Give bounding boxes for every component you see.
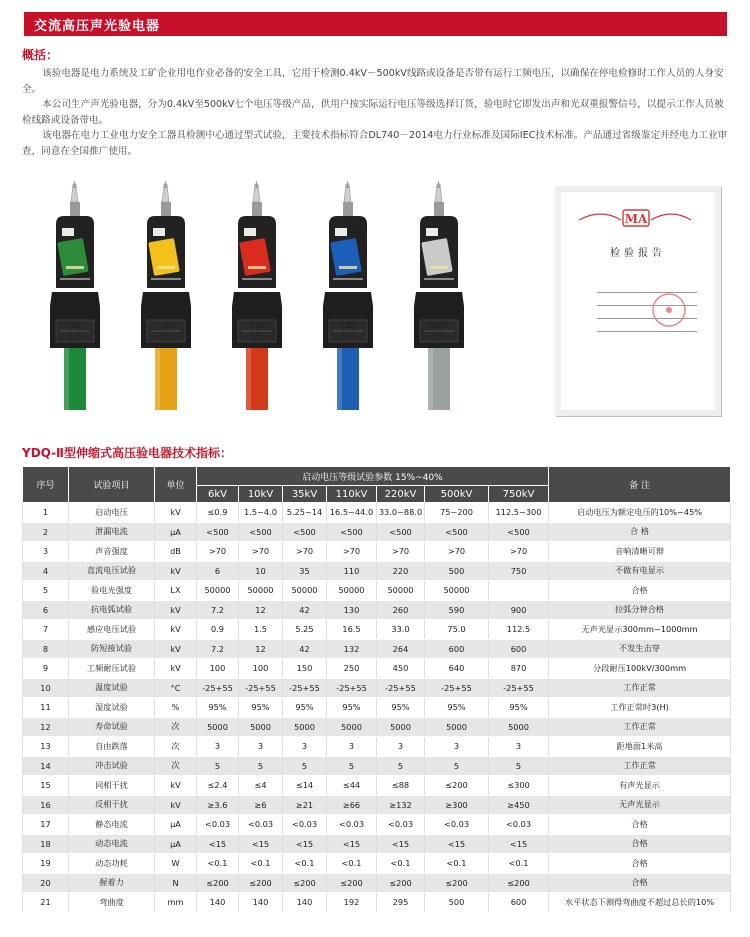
row-unit: °C <box>155 678 197 698</box>
row-value: 500 <box>425 893 489 913</box>
row-unit: μA <box>155 522 197 542</box>
row-value: <15 <box>327 834 377 854</box>
row-value: ≤200 <box>327 873 377 893</box>
voltage-detector-photo <box>404 180 474 415</box>
row-value: 95% <box>377 698 425 718</box>
row-value: >70 <box>425 542 489 562</box>
row-unit: kV <box>155 503 197 523</box>
overview-paragraph: 该验电器是电力系统及工矿企业用电作业必备的安全工具，它用于检测0.4kV－500kV线路或设备是否带有运行工频电压，以确保在停电检修时工作人员的人身安全。 <box>22 68 724 95</box>
row-value: ≤200 <box>283 873 327 893</box>
row-value: 50000 <box>377 581 425 601</box>
row-value: >70 <box>327 542 377 562</box>
row-number: 1 <box>23 503 69 523</box>
row-value: 5000 <box>425 717 489 737</box>
table-row <box>23 776 731 796</box>
row-value: >70 <box>489 542 549 562</box>
row-value: 5 <box>197 756 239 776</box>
row-remark: 不做有电显示 <box>549 561 731 581</box>
row-value: 3 <box>197 737 239 757</box>
row-unit: W <box>155 854 197 874</box>
row-value: <0.03 <box>489 815 549 835</box>
row-value: 12 <box>239 600 283 620</box>
row-value: 33.0 <box>377 620 425 640</box>
row-value: 140 <box>239 893 283 913</box>
row-value: 5 <box>377 756 425 776</box>
row-value: <0.1 <box>489 854 549 874</box>
row-value: 260 <box>377 600 425 620</box>
row-unit: 次 <box>155 737 197 757</box>
row-value: ≥66 <box>327 795 377 815</box>
row-value: ≤44 <box>327 776 377 796</box>
row-value: ≥300 <box>425 795 489 815</box>
voltage-label <box>222 321 292 341</box>
row-test-item: 动态电流 <box>69 834 155 854</box>
row-number: 20 <box>23 873 69 893</box>
row-value: 5 <box>327 756 377 776</box>
table-row <box>23 659 731 679</box>
header-param-group: 启动电压等级试验参数 15%~40% <box>197 467 549 486</box>
row-value: 600 <box>489 639 549 659</box>
row-value: 95% <box>425 698 489 718</box>
header-level: 220kV <box>377 486 425 503</box>
row-value: 1.5 <box>239 620 283 640</box>
row-value: <0.1 <box>327 854 377 874</box>
row-value: 5000 <box>197 717 239 737</box>
table-row <box>23 873 731 893</box>
row-test-item: 泄漏电流 <box>69 522 155 542</box>
row-value: <15 <box>197 834 239 854</box>
row-value: 50000 <box>197 581 239 601</box>
row-unit: dB <box>155 542 197 562</box>
row-test-item: 抗电弧试验 <box>69 600 155 620</box>
row-value: ≤200 <box>197 873 239 893</box>
row-value: -25+55 <box>283 678 327 698</box>
row-number: 14 <box>23 756 69 776</box>
row-value: 5.25 <box>283 620 327 640</box>
row-value: 900 <box>489 600 549 620</box>
row-remark: 工作正常 <box>549 756 731 776</box>
row-unit: kV <box>155 600 197 620</box>
row-number: 16 <box>23 795 69 815</box>
row-value: 100 <box>197 659 239 679</box>
title-banner <box>24 12 727 36</box>
header-level: 6kV <box>197 486 239 503</box>
row-value: 16.5~44.0 <box>327 503 377 523</box>
table-row <box>23 815 731 835</box>
row-value: ≤0.9 <box>197 503 239 523</box>
row-remark: 拉弧分钟合格 <box>549 600 731 620</box>
voltage-value: 35 <box>160 321 172 331</box>
row-value: 750 <box>489 561 549 581</box>
row-number: 5 <box>23 581 69 601</box>
row-number: 2 <box>23 522 69 542</box>
row-value: -25+55 <box>197 678 239 698</box>
row-value: ≤200 <box>425 873 489 893</box>
row-value: 5.25~14 <box>283 503 327 523</box>
row-remark: 分段耐压100kV/300mm <box>549 659 731 679</box>
row-value: 95% <box>327 698 377 718</box>
row-number: 13 <box>23 737 69 757</box>
row-value: 5000 <box>377 717 425 737</box>
row-value: <15 <box>239 834 283 854</box>
row-value: 3 <box>377 737 425 757</box>
row-value: 95% <box>489 698 549 718</box>
voltage-label <box>313 321 383 341</box>
row-remark: 工作正常时3(H) <box>549 698 731 718</box>
row-value: <0.1 <box>377 854 425 874</box>
row-value: <500 <box>377 522 425 542</box>
report-title: 检验报告 <box>610 248 666 259</box>
row-remark: 音响清晰可辩 <box>549 542 731 562</box>
row-value: ≤200 <box>489 873 549 893</box>
voltage-detector-photo <box>131 180 201 415</box>
row-value: 130 <box>327 600 377 620</box>
row-remark: 水平状态下测得弯曲度不超过总长的10% <box>549 893 731 913</box>
row-value: <500 <box>489 522 549 542</box>
row-value: 3 <box>239 737 283 757</box>
row-value: 220 <box>377 561 425 581</box>
table-row <box>23 698 731 718</box>
row-test-item: 静态电流 <box>69 815 155 835</box>
row-value: ≤300 <box>489 776 549 796</box>
row-remark: 合格 <box>549 815 731 835</box>
row-test-item: 湿度试验 <box>69 698 155 718</box>
row-unit: mm <box>155 893 197 913</box>
row-unit: 次 <box>155 717 197 737</box>
row-value: 150 <box>283 659 327 679</box>
table-row <box>23 639 731 659</box>
row-value: ≥6 <box>239 795 283 815</box>
spec-table <box>22 466 731 913</box>
seal-text: MA <box>624 212 648 226</box>
row-value: 140 <box>283 893 327 913</box>
row-remark: 合格 <box>549 854 731 874</box>
table-row <box>23 756 731 776</box>
row-value: ≤200 <box>377 873 425 893</box>
row-number: 7 <box>23 620 69 640</box>
row-number: 17 <box>23 815 69 835</box>
row-value: <15 <box>489 834 549 854</box>
row-test-item: 验电光强度 <box>69 581 155 601</box>
row-test-item: 动态功耗 <box>69 854 155 874</box>
row-value: 500 <box>425 561 489 581</box>
row-value: 1.5~4.0 <box>239 503 283 523</box>
row-value: 5000 <box>489 717 549 737</box>
row-value: 35 <box>283 561 327 581</box>
row-unit: 次 <box>155 756 197 776</box>
row-value: -25+55 <box>239 678 283 698</box>
row-number: 8 <box>23 639 69 659</box>
row-number: 18 <box>23 834 69 854</box>
row-value: 870 <box>489 659 549 679</box>
row-number: 19 <box>23 854 69 874</box>
product-photo-group <box>40 180 500 415</box>
header-level: 500kV <box>425 486 489 503</box>
row-value: 600 <box>425 639 489 659</box>
row-value: <0.03 <box>327 815 377 835</box>
table-row <box>23 561 731 581</box>
row-value: -25+55 <box>327 678 377 698</box>
row-number: 15 <box>23 776 69 796</box>
row-value: 95% <box>283 698 327 718</box>
table-row <box>23 600 731 620</box>
row-remark: 工作正常 <box>549 678 731 698</box>
row-value: 5 <box>283 756 327 776</box>
row-number: 9 <box>23 659 69 679</box>
row-value: >70 <box>283 542 327 562</box>
row-number: 3 <box>23 542 69 562</box>
row-unit: kV <box>155 620 197 640</box>
row-value: -25+55 <box>489 678 549 698</box>
row-value: <0.1 <box>239 854 283 874</box>
row-value: <0.1 <box>197 854 239 874</box>
row-value: 3 <box>327 737 377 757</box>
row-value: ≥21 <box>283 795 327 815</box>
row-value: 50000 <box>239 581 283 601</box>
table-row <box>23 854 731 874</box>
row-test-item: 同相干扰 <box>69 776 155 796</box>
row-value: 7.2 <box>197 600 239 620</box>
row-value: 3 <box>283 737 327 757</box>
voltage-label <box>40 321 110 341</box>
row-test-item: 自由跌落 <box>69 737 155 757</box>
row-number: 6 <box>23 600 69 620</box>
row-value: <15 <box>283 834 327 854</box>
row-value: 3 <box>425 737 489 757</box>
row-value: 12 <box>239 639 283 659</box>
voltage-detector-photo <box>222 180 292 415</box>
row-value: ≥3.6 <box>197 795 239 815</box>
voltage-detector-photo <box>313 180 383 415</box>
row-unit: μA <box>155 815 197 835</box>
row-test-item: 工频耐压试验 <box>69 659 155 679</box>
voltage-detector-photo <box>40 180 110 415</box>
table-row <box>23 678 731 698</box>
row-remark: 无声光显示 <box>549 795 731 815</box>
table-row <box>23 581 731 601</box>
row-unit: kV <box>155 659 197 679</box>
table-row <box>23 893 731 913</box>
table-row <box>23 737 731 757</box>
row-value: ≤14 <box>283 776 327 796</box>
row-remark: 合格 <box>549 834 731 854</box>
row-value: 16.5 <box>327 620 377 640</box>
header-no: 序号 <box>23 467 69 503</box>
row-value: ≥450 <box>489 795 549 815</box>
row-value: 0.9 <box>197 620 239 640</box>
row-value: 75.0 <box>425 620 489 640</box>
row-value: 50000 <box>327 581 377 601</box>
row-value: <0.1 <box>283 854 327 874</box>
row-value: 42 <box>283 639 327 659</box>
header-remark: 备 注 <box>549 467 731 503</box>
row-value: 140 <box>197 893 239 913</box>
row-unit: μA <box>155 834 197 854</box>
row-value: 264 <box>377 639 425 659</box>
row-value: 5 <box>425 756 489 776</box>
row-value: 3 <box>489 737 549 757</box>
row-value: ≤200 <box>425 776 489 796</box>
row-value: <500 <box>425 522 489 542</box>
header-level: 10kV <box>239 486 283 503</box>
row-value: <0.03 <box>197 815 239 835</box>
row-unit: kV <box>155 776 197 796</box>
row-remark: 合 格 <box>549 522 731 542</box>
table-row <box>23 542 731 562</box>
row-unit: LX <box>155 581 197 601</box>
header-level: 750kV <box>489 486 549 503</box>
row-value: 250 <box>327 659 377 679</box>
row-value: 6 <box>197 561 239 581</box>
row-value: ≥132 <box>377 795 425 815</box>
row-test-item: 握着力 <box>69 873 155 893</box>
row-test-item: 直流电压试验 <box>69 561 155 581</box>
voltage-unit: kV <box>160 331 172 341</box>
row-value: 295 <box>377 893 425 913</box>
row-test-item: 声音强度 <box>69 542 155 562</box>
row-unit: kV <box>155 561 197 581</box>
overview-paragraph: 该电器在电力工业电力安全工器具检测中心通过型式试验，主要技术指标符合DL740－2014电力行业标准及国际IEC技术标准。产品通过省级鉴定并经电力工业审查，同意在全国推广使用。 <box>22 130 728 157</box>
row-unit: kV <box>155 639 197 659</box>
overview-heading: 概括： <box>22 48 59 62</box>
row-value: >70 <box>197 542 239 562</box>
row-number: 12 <box>23 717 69 737</box>
row-value: 450 <box>377 659 425 679</box>
row-value: 95% <box>239 698 283 718</box>
voltage-label <box>404 321 474 341</box>
row-value: ≤4 <box>239 776 283 796</box>
row-value: <15 <box>377 834 425 854</box>
voltage-unit: kV <box>69 331 81 341</box>
row-value: 590 <box>425 600 489 620</box>
row-value: <500 <box>283 522 327 542</box>
row-test-item: 寿命试验 <box>69 717 155 737</box>
row-remark: 启动电压为额定电压的10%~45% <box>549 503 731 523</box>
voltage-value: 220 <box>339 321 357 331</box>
voltage-value: 10 <box>69 321 81 331</box>
row-value: 33.0~88.0 <box>377 503 425 523</box>
row-value: 95% <box>197 698 239 718</box>
voltage-unit: kV <box>251 331 263 341</box>
header-item: 试验项目 <box>69 467 155 503</box>
voltage-label <box>131 321 201 341</box>
header-unit: 单位 <box>155 467 197 503</box>
row-number: 21 <box>23 893 69 913</box>
row-value: 132 <box>327 639 377 659</box>
row-test-item: 冲击试验 <box>69 756 155 776</box>
header-level: 110kV <box>327 486 377 503</box>
row-value: 5000 <box>327 717 377 737</box>
row-value: 600 <box>489 893 549 913</box>
row-value: 7.2 <box>197 639 239 659</box>
row-value: 50000 <box>425 581 489 601</box>
row-unit: % <box>155 698 197 718</box>
row-remark: 合格 <box>549 581 731 601</box>
test-report-image <box>555 186 721 416</box>
row-value: 5000 <box>239 717 283 737</box>
row-remark: 有声光显示 <box>549 776 731 796</box>
row-number: 10 <box>23 678 69 698</box>
row-remark: 工作正常 <box>549 717 731 737</box>
voltage-unit: kV <box>433 331 445 341</box>
overview-paragraph: 本公司生产声光验电器，分为0.4kV至500kV七个电压等级产品，供用户按实际运行电压等级选择订货，验电时它即发出声和光双重报警信号，以提示工作人员被检线路或设备带电。 <box>22 99 724 126</box>
row-value: 112.5~300 <box>489 503 549 523</box>
row-test-item: 防短接试验 <box>69 639 155 659</box>
row-value: 112.5 <box>489 620 549 640</box>
row-remark: 不发生击穿 <box>549 639 731 659</box>
row-test-item: 启动电压 <box>69 503 155 523</box>
row-test-item: 温度试验 <box>69 678 155 698</box>
row-value: ≤2.4 <box>197 776 239 796</box>
row-value: 640 <box>425 659 489 679</box>
row-value: -25+55 <box>425 678 489 698</box>
row-value: <0.1 <box>425 854 489 874</box>
voltage-value: 500 <box>430 321 448 331</box>
row-value: <0.03 <box>425 815 489 835</box>
stamp-icon <box>649 290 689 330</box>
voltage-value: 110 <box>248 321 266 331</box>
overview-text <box>22 66 728 160</box>
voltage-unit: kV <box>342 331 354 341</box>
row-value: 100 <box>239 659 283 679</box>
row-value: ≤200 <box>239 873 283 893</box>
row-remark: 合格 <box>549 873 731 893</box>
spec-title: YDQ-Ⅱ型伸缩式高压验电器技术指标： <box>22 446 232 460</box>
banner-title: 交流高压声光验电器 <box>34 19 161 34</box>
row-value: <0.03 <box>283 815 327 835</box>
row-value: <500 <box>239 522 283 542</box>
row-test-item: 弯曲度 <box>69 893 155 913</box>
row-value: <500 <box>197 522 239 542</box>
row-value: -25+55 <box>377 678 425 698</box>
header-level: 35kV <box>283 486 327 503</box>
row-value: ≤88 <box>377 776 425 796</box>
row-test-item: 感应电压试验 <box>69 620 155 640</box>
row-value <box>489 581 549 601</box>
table-row <box>23 503 731 523</box>
table-row <box>23 717 731 737</box>
row-number: 11 <box>23 698 69 718</box>
row-value: 50000 <box>283 581 327 601</box>
row-value: <500 <box>327 522 377 542</box>
row-value: 192 <box>327 893 377 913</box>
row-value: <15 <box>425 834 489 854</box>
row-number: 4 <box>23 561 69 581</box>
row-value: <0.03 <box>377 815 425 835</box>
row-value: 5 <box>239 756 283 776</box>
table-row <box>23 620 731 640</box>
row-value: >70 <box>377 542 425 562</box>
table-row <box>23 834 731 854</box>
row-remark: 无声光显示300mm~1000mm <box>549 620 731 640</box>
row-value: <0.03 <box>239 815 283 835</box>
table-row <box>23 522 731 542</box>
row-value: >70 <box>239 542 283 562</box>
row-value: 42 <box>283 600 327 620</box>
table-row <box>23 795 731 815</box>
row-unit: N <box>155 873 197 893</box>
row-value: 75~200 <box>425 503 489 523</box>
row-value: 5 <box>489 756 549 776</box>
row-test-item: 反相干扰 <box>69 795 155 815</box>
row-value: 5000 <box>283 717 327 737</box>
row-remark: 距地面1米高 <box>549 737 731 757</box>
row-unit: kV <box>155 795 197 815</box>
row-value: 110 <box>327 561 377 581</box>
cma-seal-icon <box>561 200 715 240</box>
row-value: 10 <box>239 561 283 581</box>
